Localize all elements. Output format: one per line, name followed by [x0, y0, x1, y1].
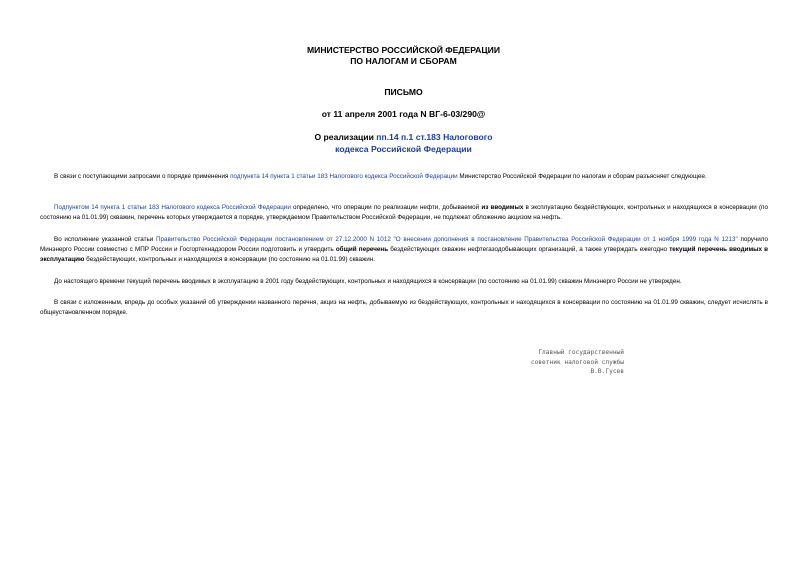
paragraph-2-text-b: в эксплуатацию бездействующих, контрольных и находящихся в консервации (по состоянию на 01.01.99) скважин, перечень которых утверждается в порядке, утверждаемом Правительством Российской Федерации, не подлежат обложению акцизом на нефть. — [40, 204, 768, 221]
paragraph-3-bold-current-list: текущий перечень вводимых в эксплуатацию — [40, 246, 769, 263]
subject-link-article[interactable]: пп.14 п.1 ст.183 Налогового — [376, 132, 493, 142]
paragraph-2-bold: из вводимых — [481, 204, 524, 211]
paragraph-1 — [40, 172, 768, 182]
document-subject — [0, 131, 807, 155]
tax-code-article-link[interactable]: подпункта 14 пункта 1 статьи 183 Налогового кодекса Российской Федерации — [230, 173, 458, 180]
document-header — [0, 45, 807, 120]
signature-name: В.В.Гусев — [590, 368, 624, 375]
subject-prefix: О реализации — [314, 132, 377, 142]
document-type: ПИСЬМО — [384, 87, 423, 97]
paragraph-1-text-b: Министерство Российской Федерации по налогам и сборам разъясняет следующее. — [457, 173, 707, 180]
paragraph-3-text-c: бездействующих скважин нефтегазодобывающих организаций, а также утверждать ежегодно — [388, 246, 670, 253]
ministry-name-line2: ПО НАЛОГАМ И СБОРАМ — [350, 56, 457, 66]
paragraph-3-text-a: Во исполнение указанной статьи — [54, 236, 156, 243]
paragraph-2-text-a: определено, что операции по реализации нефти, добываемой — [290, 204, 482, 211]
paragraph-4-text: До настоящего времени текущий перечень вводимых в эксплуатацию в 2001 году бездействующих, контрольных и находящихся в консервации (по состоянию на 01.01.99) скважин Минэнерго России не утвержден. — [54, 278, 682, 285]
paragraph-5-text: В связи с изложенным, впредь до особых указаний об утверждении названного перечня, акциз на нефть, добываемую из бездействующих, контрольных и находящихся в консервации по состоянию на 01.01.99 скважин, следует исчислять в общеустановленном порядке. — [40, 299, 768, 316]
paragraph-4 — [40, 277, 768, 287]
paragraph-2 — [40, 203, 768, 223]
signature-position-line1: Главный государственный — [538, 349, 624, 356]
paragraph-3-text-d: бездействующих, контрольных и находящихся в консервации (по состоянию на 01.01.99) скважин. — [84, 256, 375, 263]
paragraph-1-text-a: В связи с поступающими запросами о порядке применения — [54, 173, 231, 180]
paragraph-3-text-b: поручило Минэнерго России совместно с МПР России и Госгортехнадзором России подготовить и утвердить — [40, 236, 768, 253]
tax-code-subparagraph-link[interactable]: Подпунктом 14 пункта 1 статьи 183 Налогового кодекса Российской Федерации — [54, 204, 291, 211]
paragraph-3-bold-general-list: общий перечень — [335, 246, 389, 253]
signature-position-line2: советник налоговой службы — [530, 358, 624, 366]
paragraph-3 — [40, 235, 768, 265]
ministry-name-line1: МИНИСТЕРСТВО РОССИЙСКОЙ ФЕДЕРАЦИИ — [306, 45, 501, 55]
government-decree-link[interactable]: Правительство Российской Федерации постановлением от 27.12.2000 N 1012 "О внесении дополнения в постановление Правительства Российской Федерации от 1 ноября 1999 года N 1213" — [155, 236, 738, 243]
paragraph-5 — [40, 298, 768, 318]
subject-link-code[interactable]: кодекса Российской Федерации — [335, 144, 472, 154]
document-date-number: от 11 апреля 2001 года N ВГ-6-03/290@ — [321, 109, 486, 119]
signature-block — [480, 348, 624, 377]
